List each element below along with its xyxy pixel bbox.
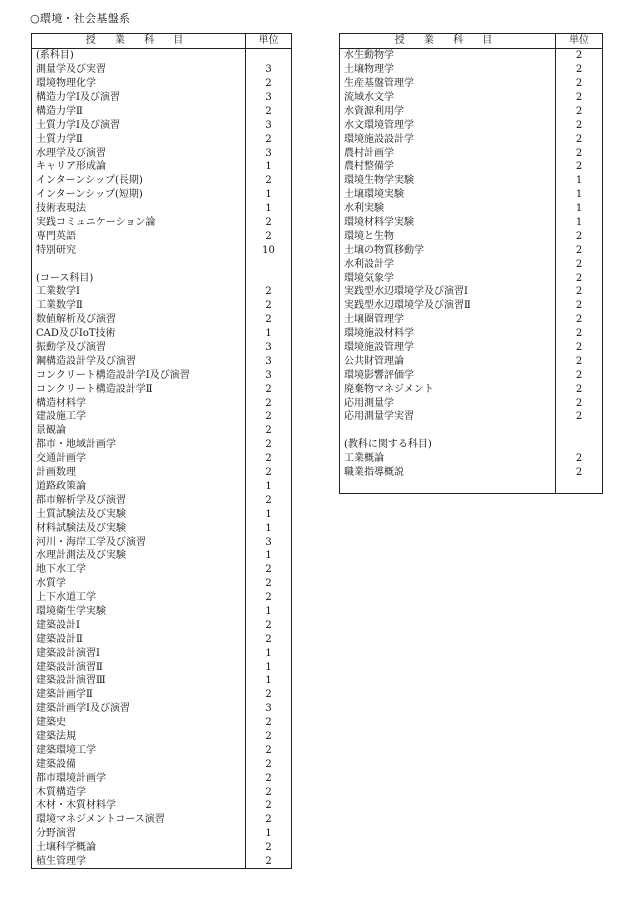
table-row <box>32 716 292 730</box>
credit-units: 2 <box>246 299 292 313</box>
subject-name: 環境影響評価学 <box>340 368 556 382</box>
credit-units <box>246 271 292 285</box>
credit-units: 2 <box>246 716 292 730</box>
table-row <box>32 146 292 160</box>
subject-name: 専門英語 <box>32 229 246 243</box>
table-row <box>340 424 603 438</box>
subject-name: (系科目) <box>32 48 246 62</box>
subject-name: 農村整備学 <box>340 160 556 174</box>
credit-units: 3 <box>246 341 292 355</box>
table-row <box>32 577 292 591</box>
table-row <box>32 424 292 438</box>
credit-units: 2 <box>556 48 603 62</box>
credit-units: 2 <box>556 91 603 105</box>
credit-units: 2 <box>246 577 292 591</box>
table-row <box>340 77 603 91</box>
table-row <box>32 438 292 452</box>
credit-units: 2 <box>246 396 292 410</box>
subject-name: 土質力学Ⅰ及び演習 <box>32 118 246 132</box>
credit-units: 2 <box>246 743 292 757</box>
table-row <box>32 549 292 563</box>
table-row <box>32 674 292 688</box>
credit-units: 2 <box>556 77 603 91</box>
table-row <box>32 104 292 118</box>
subject-name: 環境マネジメントコース演習 <box>32 813 246 827</box>
table-row <box>340 132 603 146</box>
table-row <box>32 480 292 494</box>
subject-name: 河川・海岸工学及び演習 <box>32 535 246 549</box>
credit-units: 3 <box>246 368 292 382</box>
credit-units: 1 <box>556 216 603 230</box>
subject-name: 職業指導概説 <box>340 466 556 480</box>
credit-units: 2 <box>246 438 292 452</box>
credit-units: 3 <box>246 535 292 549</box>
table-row <box>340 438 603 452</box>
table-row <box>32 452 292 466</box>
credit-units: 2 <box>556 160 603 174</box>
credit-units: 2 <box>246 632 292 646</box>
subject-name: 実践コミュニケーション論 <box>32 216 246 230</box>
credit-units: 1 <box>246 480 292 494</box>
table-row <box>32 243 292 257</box>
credit-units: 2 <box>246 216 292 230</box>
credit-units: 1 <box>246 674 292 688</box>
credit-units: 2 <box>246 285 292 299</box>
credit-units: 2 <box>556 104 603 118</box>
subject-name: 材料試験法及び実験 <box>32 521 246 535</box>
credit-units <box>246 48 292 62</box>
subject-name: 水質学 <box>32 577 246 591</box>
table-row <box>32 285 292 299</box>
table-row <box>340 160 603 174</box>
subject-name: 土壌環境実験 <box>340 188 556 202</box>
table-header-row <box>340 34 603 49</box>
credit-units: 2 <box>246 229 292 243</box>
table-row <box>32 493 292 507</box>
subject-name: 都市環境計画学 <box>32 771 246 785</box>
credit-units: 1 <box>246 549 292 563</box>
credit-units: 2 <box>246 174 292 188</box>
table-row <box>32 188 292 202</box>
table-row <box>340 243 603 257</box>
credit-units: 2 <box>246 104 292 118</box>
subject-name: 数値解析及び演習 <box>32 313 246 327</box>
table-row <box>32 757 292 771</box>
table-row <box>32 202 292 216</box>
subject-name: 建築設備 <box>32 757 246 771</box>
credit-units: 2 <box>556 229 603 243</box>
credit-units: 2 <box>246 493 292 507</box>
credit-units: 2 <box>246 466 292 480</box>
credit-units: 2 <box>246 563 292 577</box>
table-row <box>32 646 292 660</box>
credit-units: 2 <box>246 855 292 869</box>
table-row <box>340 396 603 410</box>
subject-name: 建築設計演習Ⅲ <box>32 674 246 688</box>
table-row <box>32 118 292 132</box>
table-row <box>32 257 292 271</box>
subject-name: 交通計画学 <box>32 452 246 466</box>
table-row <box>340 146 603 160</box>
credit-units: 1 <box>246 202 292 216</box>
credit-units: 2 <box>246 132 292 146</box>
table-row <box>32 382 292 396</box>
table-row <box>32 271 292 285</box>
table-row <box>32 855 292 869</box>
course-table-right <box>339 33 603 494</box>
subject-column-header: 授 業 科 目 <box>340 34 556 49</box>
table-row <box>340 299 603 313</box>
credit-units: 2 <box>246 688 292 702</box>
table-row <box>340 285 603 299</box>
credit-units: 2 <box>556 285 603 299</box>
subject-name: 特別研究 <box>32 243 246 257</box>
table-row <box>32 632 292 646</box>
subject-name: 建設施工学 <box>32 410 246 424</box>
credit-units: 2 <box>556 368 603 382</box>
credit-units: 1 <box>246 327 292 341</box>
credit-units: 2 <box>246 757 292 771</box>
credit-units: 1 <box>556 202 603 216</box>
subject-name: 上下水道工学 <box>32 591 246 605</box>
table-row <box>32 341 292 355</box>
subject-name: 水利設計学 <box>340 257 556 271</box>
subject-name: 実践型水辺環境学及び演習Ⅰ <box>340 285 556 299</box>
subject-name: 土壌の物質移動学 <box>340 243 556 257</box>
credit-units: 2 <box>556 313 603 327</box>
table-row <box>32 313 292 327</box>
credit-units: 1 <box>246 646 292 660</box>
credit-units: 1 <box>246 521 292 535</box>
table-row <box>32 813 292 827</box>
subject-name: 鋼構造設計学及び演習 <box>32 354 246 368</box>
credit-units: 2 <box>246 618 292 632</box>
credit-units: 2 <box>246 591 292 605</box>
subject-name: 土壌圏管理学 <box>340 313 556 327</box>
subject-name: 建築計画学Ⅰ及び演習 <box>32 702 246 716</box>
table-header-row <box>32 34 292 49</box>
credit-units: 2 <box>556 382 603 396</box>
subject-name: 建築設計Ⅱ <box>32 632 246 646</box>
subject-name: 廃棄物マネジメント <box>340 382 556 396</box>
subject-name: コンクリート構造設計学Ⅰ及び演習 <box>32 368 246 382</box>
credit-units: 2 <box>246 424 292 438</box>
table-row <box>340 382 603 396</box>
subject-name: CAD及びIoT技術 <box>32 327 246 341</box>
credit-units: 2 <box>556 118 603 132</box>
table-row <box>32 299 292 313</box>
subject-name: 環境物理化学 <box>32 77 246 91</box>
table-row <box>32 354 292 368</box>
subject-name: 応用測量学実習 <box>340 410 556 424</box>
subject-name: 農村計画学 <box>340 146 556 160</box>
credit-units: 1 <box>556 188 603 202</box>
subject-name: 生産基盤管理学 <box>340 77 556 91</box>
table-row <box>32 396 292 410</box>
credit-units: 2 <box>246 410 292 424</box>
table-row <box>32 48 292 62</box>
credit-units: 2 <box>246 382 292 396</box>
table-row <box>32 466 292 480</box>
subject-name: 水理学及び演習 <box>32 146 246 160</box>
subject-name: キャリア形成論 <box>32 160 246 174</box>
credit-units: 3 <box>246 146 292 160</box>
subject-name: 環境生物学実験 <box>340 174 556 188</box>
subject-name: 都市・地域計画学 <box>32 438 246 452</box>
credit-units: 2 <box>556 327 603 341</box>
credit-units: 2 <box>556 243 603 257</box>
credit-units: 2 <box>556 63 603 77</box>
subject-name: コンクリート構造設計学Ⅱ <box>32 382 246 396</box>
subject-name: 振動学及び演習 <box>32 341 246 355</box>
table-row <box>32 730 292 744</box>
credit-units: 1 <box>246 160 292 174</box>
table-row <box>32 507 292 521</box>
table-row <box>340 118 603 132</box>
table-row <box>32 827 292 841</box>
subject-name: 分野演習 <box>32 827 246 841</box>
credit-units: 2 <box>556 341 603 355</box>
subject-name: 土質力学Ⅱ <box>32 132 246 146</box>
subject-name <box>340 480 556 494</box>
subject-name: 実践型水辺環境学及び演習Ⅱ <box>340 299 556 313</box>
table-row <box>340 313 603 327</box>
subject-name: 水理計測法及び実験 <box>32 549 246 563</box>
course-table-left <box>31 33 292 869</box>
credit-units: 2 <box>556 466 603 480</box>
subject-name: 建築設計演習Ⅰ <box>32 646 246 660</box>
subject-name: 土質試験法及び実験 <box>32 507 246 521</box>
credit-units: 2 <box>246 785 292 799</box>
credit-units: 2 <box>556 354 603 368</box>
subject-name: 地下水工学 <box>32 563 246 577</box>
credit-units: 2 <box>246 799 292 813</box>
table-row <box>32 591 292 605</box>
table-row <box>32 785 292 799</box>
subject-name: 構造材料学 <box>32 396 246 410</box>
subject-name: 水利実験 <box>340 202 556 216</box>
credit-units: 2 <box>246 452 292 466</box>
subject-name: 建築設計演習Ⅱ <box>32 660 246 674</box>
table-row <box>32 605 292 619</box>
credit-units: 2 <box>246 813 292 827</box>
table-row <box>32 132 292 146</box>
credit-units <box>556 438 603 452</box>
credit-units: 3 <box>246 354 292 368</box>
credit-units: 2 <box>556 452 603 466</box>
subject-name: 木材・木質材料学 <box>32 799 246 813</box>
table-row <box>340 202 603 216</box>
table-row <box>340 480 603 494</box>
credit-units: 2 <box>556 132 603 146</box>
subject-name: 環境気象学 <box>340 271 556 285</box>
page-title: ○環境・社会基盤系 <box>30 12 131 25</box>
credit-units: 2 <box>246 77 292 91</box>
subject-name: 環境施設設計学 <box>340 132 556 146</box>
table-row <box>32 63 292 77</box>
subject-name: 公共財管理論 <box>340 354 556 368</box>
table-row <box>340 229 603 243</box>
table-row <box>340 216 603 230</box>
table-row <box>32 660 292 674</box>
credit-units: 1 <box>246 605 292 619</box>
table-row <box>340 466 603 480</box>
subject-name: 都市解析学及び演習 <box>32 493 246 507</box>
table-row <box>340 48 603 62</box>
table-row <box>340 174 603 188</box>
credit-units: 2 <box>246 771 292 785</box>
table-row <box>32 410 292 424</box>
table-row <box>340 368 603 382</box>
subject-name: 環境衛生学実験 <box>32 605 246 619</box>
subject-name: 環境材料学実験 <box>340 216 556 230</box>
table-row <box>32 160 292 174</box>
subject-name: 工業概論 <box>340 452 556 466</box>
credit-units <box>556 424 603 438</box>
table-row <box>340 63 603 77</box>
table-row <box>32 174 292 188</box>
credit-units: 2 <box>556 257 603 271</box>
credit-units: 2 <box>556 146 603 160</box>
table-row <box>32 743 292 757</box>
subject-name: 測量学及び実習 <box>32 63 246 77</box>
subject-name: 建築設計Ⅰ <box>32 618 246 632</box>
subject-name: (教科に関する科目) <box>340 438 556 452</box>
credit-units <box>246 257 292 271</box>
credit-units: 1 <box>246 660 292 674</box>
table-row <box>32 688 292 702</box>
subject-name: 構造力学Ⅱ <box>32 104 246 118</box>
table-row <box>340 188 603 202</box>
subject-name: 建築法規 <box>32 730 246 744</box>
subject-name: 環境と生物 <box>340 229 556 243</box>
credit-units: 1 <box>246 827 292 841</box>
units-column-header: 単位 <box>556 34 603 49</box>
subject-name: 水資源利用学 <box>340 104 556 118</box>
table-row <box>32 799 292 813</box>
subject-name: 景観論 <box>32 424 246 438</box>
subject-name <box>340 424 556 438</box>
table-row <box>340 104 603 118</box>
credit-units: 2 <box>556 271 603 285</box>
table-row <box>32 327 292 341</box>
subject-name: インターンシップ(長期) <box>32 174 246 188</box>
subject-name: 技術表現法 <box>32 202 246 216</box>
table-row <box>32 702 292 716</box>
table-row <box>32 841 292 855</box>
credit-units: 3 <box>246 702 292 716</box>
table-row <box>32 563 292 577</box>
table-row <box>32 771 292 785</box>
subject-name: 環境施設材料学 <box>340 327 556 341</box>
table-row <box>32 91 292 105</box>
credit-units <box>556 480 603 494</box>
subject-name: 水生動物学 <box>340 48 556 62</box>
table-row <box>32 229 292 243</box>
table-row <box>340 257 603 271</box>
subject-name: 土壌科学概論 <box>32 841 246 855</box>
subject-name: (コース科目) <box>32 271 246 285</box>
subject-name: 流域水文学 <box>340 91 556 105</box>
table-row <box>340 452 603 466</box>
table-row <box>340 341 603 355</box>
subject-name: 構造力学Ⅰ及び演習 <box>32 91 246 105</box>
table-row <box>340 410 603 424</box>
subject-column-header: 授 業 科 目 <box>32 34 246 49</box>
credit-units: 2 <box>556 410 603 424</box>
credit-units: 2 <box>246 841 292 855</box>
subject-name: 環境施設管理学 <box>340 341 556 355</box>
subject-name: 建築史 <box>32 716 246 730</box>
table-row <box>32 618 292 632</box>
subject-name <box>32 257 246 271</box>
credit-units: 2 <box>246 313 292 327</box>
subject-name: 木質構造学 <box>32 785 246 799</box>
table-row <box>32 77 292 91</box>
subject-name: 道路政策論 <box>32 480 246 494</box>
table-row <box>340 327 603 341</box>
table-row <box>32 535 292 549</box>
credit-units: 3 <box>246 63 292 77</box>
units-column-header: 単位 <box>246 34 292 49</box>
subject-name: 建築環境工学 <box>32 743 246 757</box>
subject-name: 土壌物理学 <box>340 63 556 77</box>
table-row <box>32 216 292 230</box>
subject-name: 植生管理学 <box>32 855 246 869</box>
credit-units: 2 <box>556 299 603 313</box>
credit-units: 2 <box>246 730 292 744</box>
subject-name: 工業数学Ⅰ <box>32 285 246 299</box>
subject-name: 工業数学Ⅱ <box>32 299 246 313</box>
subject-name: インターンシップ(短期) <box>32 188 246 202</box>
table-row <box>32 368 292 382</box>
table-row <box>340 271 603 285</box>
table-row <box>340 354 603 368</box>
subject-name: 応用測量学 <box>340 396 556 410</box>
credit-units: 10 <box>246 243 292 257</box>
subject-name: 水文環境管理学 <box>340 118 556 132</box>
credit-units: 2 <box>556 396 603 410</box>
table-row <box>32 521 292 535</box>
credit-units: 3 <box>246 118 292 132</box>
credit-units: 1 <box>246 188 292 202</box>
table-row <box>340 91 603 105</box>
subject-name: 計画数理 <box>32 466 246 480</box>
subject-name: 建築計画学Ⅱ <box>32 688 246 702</box>
credit-units: 1 <box>556 174 603 188</box>
credit-units: 1 <box>246 507 292 521</box>
credit-units: 3 <box>246 91 292 105</box>
